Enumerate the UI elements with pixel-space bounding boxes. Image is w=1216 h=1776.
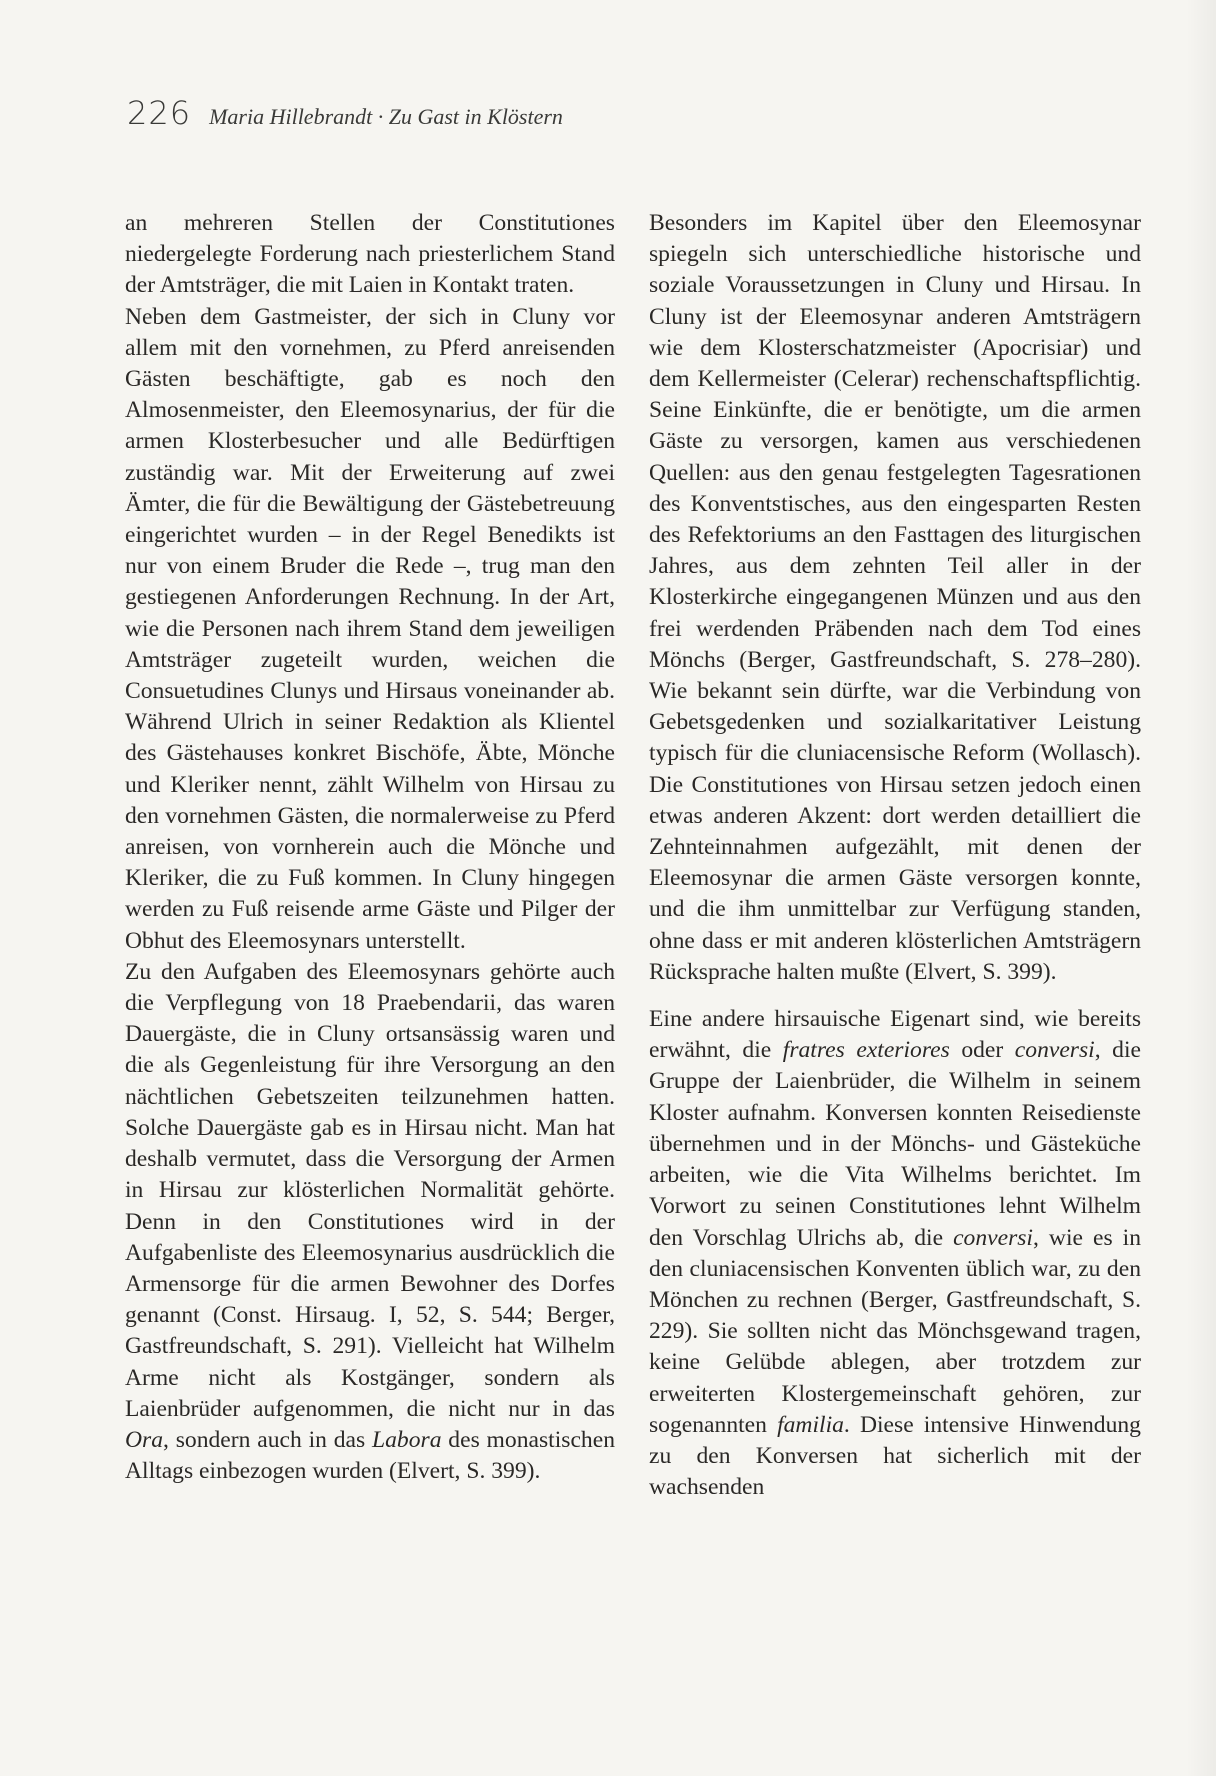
text-run: , die Gruppe der Laienbrüder, die Wilhelm in seinem Kloster aufnahm. Konversen konnten Reisedienste übernehmen und in der Mönchs- und Gästeküche arbeiten, wie die Vita Wilhelms berichtet. Im Vorwort zu seinen Constitutiones lehnt Wilhelm den Vorschlag Ulrichs ab, die [649,1037,1141,1251]
italic-term: conversi [1014,1037,1095,1064]
paragraph [125,957,615,1487]
italic-term: conversi [953,1224,1033,1251]
page-number: 226 [127,94,192,132]
italic-term: familia [777,1411,844,1438]
text-run: oder [949,1037,1015,1064]
text-run: . Diese intensive Hinwendung zu den Konversen hat sicherlich mit der wachsenden [649,1411,1141,1501]
italic-term: Ora [125,1426,164,1453]
page-edge-shadow [1186,0,1216,1776]
paragraph: Besonders im Kapitel über den Eleemosynar spiegeln sich unterschiedliche historische und soziale Voraussetzungen in Cluny und Hirsau. In Cluny ist der Eleemosynar anderen Amtsträgern wie dem Klosterschatzmeister (Apocrisiar) und dem Kellermeister (Celerar) rechenschaftspflichtig. Seine Einkünfte, die er benötigte, um die armen Gäste zu versorgen, kamen aus verschiedenen Quellen: aus den genau festgelegten Tagesrationen des Konventstisches, aus den eingesparten Resten des Refektoriums an den Fasttagen des liturgischen Jahres, aus dem zehnten Teil aller in der Klosterkirche eingegangenen Münzen und aus den frei werdenden Präbenden nach dem Tod eines Mönchs (Berger, Gastfreundschaft, S. 278–280). Wie bekannt sein dürfte, war die Verbindung von Gebetsgedenken und sozialkaritativer Leistung typisch für die cluniacensische Reform (Wollasch). Die Constitutiones von Hirsau setzen jedoch einen etwas anderen Akzent: dort werden detailliert die Zehnteinnahmen aufgezählt, mit denen der Eleemosynar die armen Gäste versorgen konnte, und die ihm unmittelbar zur Verfügung standen, ohne dass er mit anderen klösterlichen Amtsträgern Rücksprache halten mußte (Elvert, S. 399). [649,210,1141,985]
left-column [125,208,615,1487]
paragraph: an mehreren Stellen der Constitutiones niedergelegte Forderung nach priesterlichem Stand der Amtsträger, die mit Laien in Kontakt traten. [125,210,615,299]
text-run: , wie es in den cluniacensischen Konventen üblich war, zu den Mönchen zu rechnen (Berger, Gastfreundschaft, S. 229). Sie sollten nicht das Mönchsgewand tragen, keine Gelübde ablegen, aber trotzdem zur erweiterten Klostergemeinschaft gehören, zur sogenannten [649,1224,1141,1438]
text-run: des monastischen Alltags einbezogen wurden (Elvert, S. 399). [125,1426,615,1485]
italic-term: fratres exteriores [782,1037,950,1064]
text-run: Eine andere hirsauische Eigenart sind, wie bereits erwähnt, die [649,1006,1141,1064]
paragraph: Neben dem Gastmeister, der sich in Cluny vor allem mit den vornehmen, zu Pferd anreisenden Gästen beschäftigte, gab es noch den Almosenmeister, den Eleemosynarius, der für die armen Klosterbesucher und alle Bedürftigen zuständig war. Mit der Erweiterung auf zwei Ämter, die für die Bewältigung der Gästebetreuung eingerichtet wurden – in der Regel Benedikts ist nur von einem Bruder die Rede –, trug man den gestiegenen Anforderungen Rechnung. In der Art, wie die Personen nach ihrem Stand dem jeweiligen Amtsträger zugeteilt wurden, weichen die Consuetudines Clunys und Hirsaus voneinander ab. Während Ulrich in seiner Redaktion als Klientel des Gästehauses konkret Bischöfe, Äbte, Mönche und Kleriker nennt, zählt Wilhelm von Hirsau zu den vornehmen Gästen, die normalerweise zu Pferd anreisen, von vornherein auch die Mönche und Kleriker, die zu Fuß kommen. In Cluny hingegen werden zu Fuß reisende arme Gäste und Pilger der Obhut des Eleemosynars unterstellt. [125,303,615,954]
text-run: Zu den Aufgaben des Eleemosynars gehörte auch die Verpflegung von 18 Praebendarii, das waren Dauergäste, die in Cluny ortsansässig waren und die als Gegenleistung für ihre Versorgung an den nächtlichen Gebetszeiten teilzunehmen hatten. Solche Dauergäste gab es in Hirsau nicht. Man hat deshalb vermutet, dass die Versorgung der Armen in Hirsau zur klösterlichen Normalität gehörte. Denn in den Constitutiones wird in der Aufgabenliste des Eleemosynarius ausdrücklich die Armensorge für die armen Bewohner des Dorfes genannt (Const. Hirsaug. I, 52, S. 544; Berger, Gastfreundschaft, S. 291). Vielleicht hat Wilhelm Arme nicht als Kostgänger, sondern als Laienbrüder aufgenommen, die nicht nur in das [125,958,615,1422]
running-head: Maria Hillebrandt · Zu Gast in Klöstern [209,104,563,129]
text-run: , sondern auch in das [163,1426,372,1453]
paragraph [649,1004,1141,1503]
right-column [649,208,1141,1503]
italic-term: Labora [372,1426,442,1453]
page-header [127,94,563,132]
